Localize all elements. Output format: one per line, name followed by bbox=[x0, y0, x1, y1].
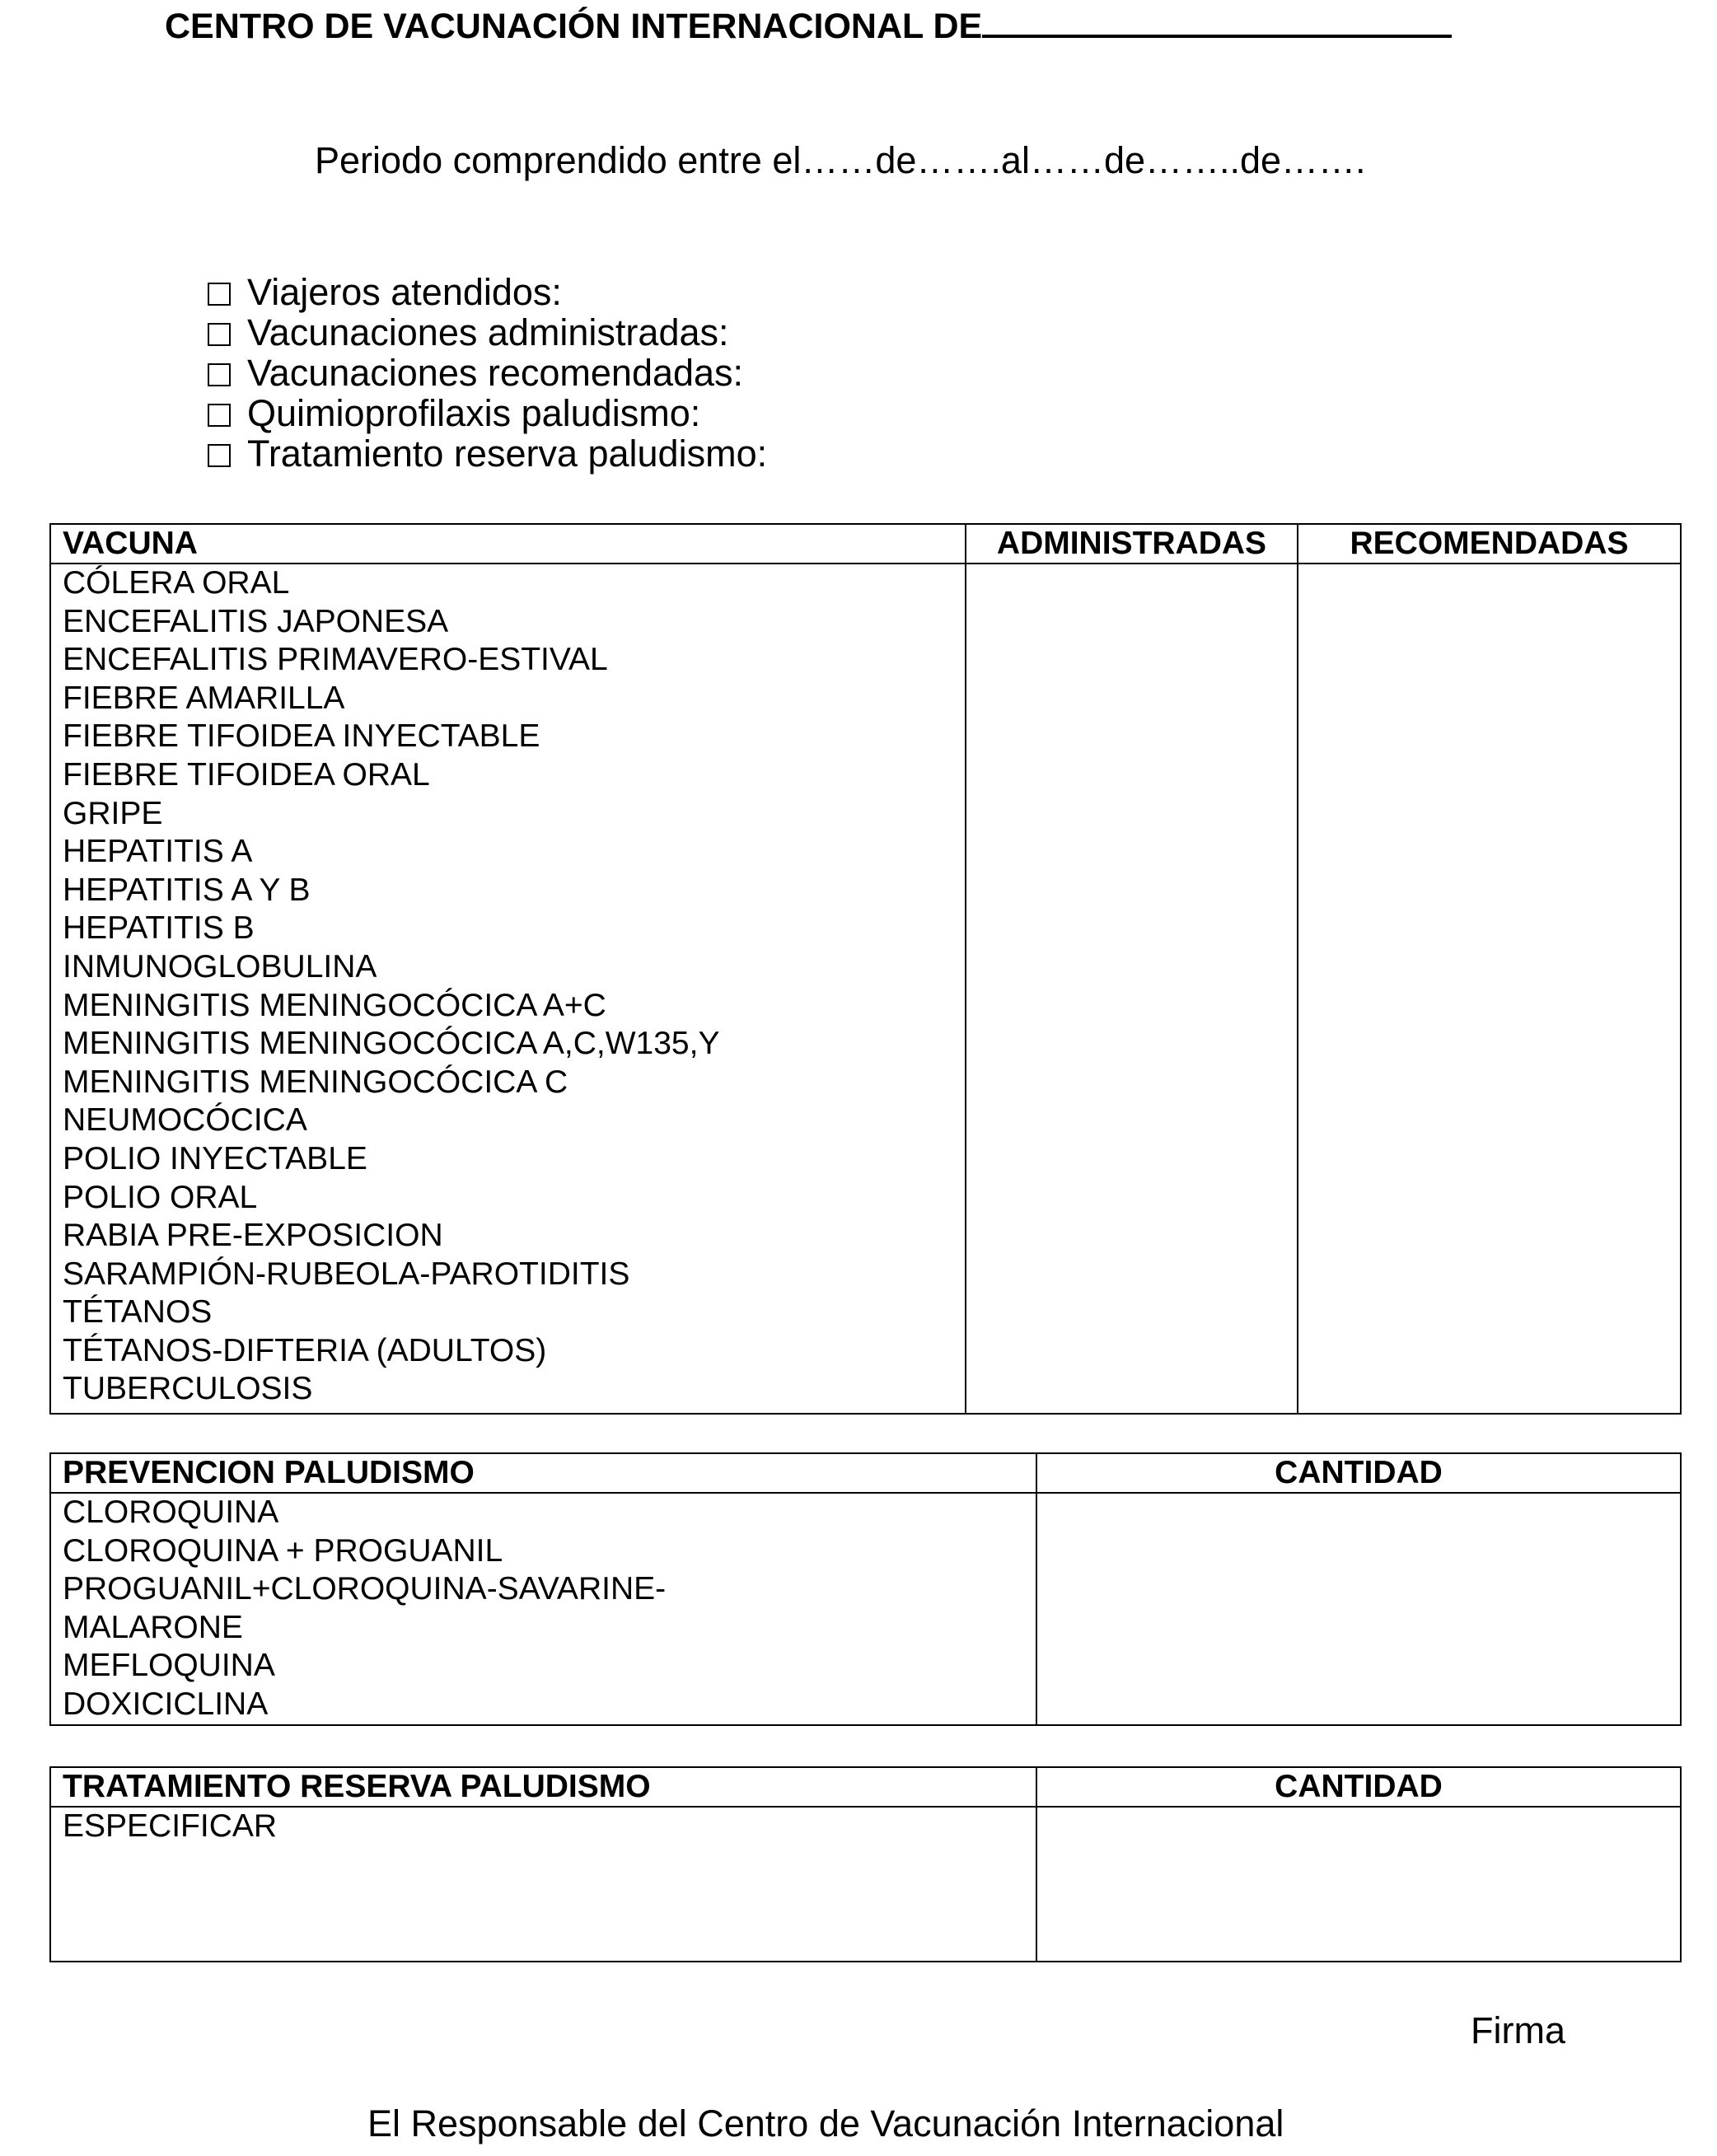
checklist-item bbox=[208, 393, 767, 433]
prevention-header: PREVENCION PALUDISMO bbox=[50, 1453, 1036, 1493]
recommended-header: RECOMENDADAS bbox=[1298, 524, 1681, 564]
list-item: ENCEFALITIS PRIMAVERO-ESTIVAL bbox=[63, 642, 608, 678]
list-item: POLIO ORAL bbox=[63, 1179, 258, 1215]
list-item: CÓLERA ORAL bbox=[63, 565, 290, 601]
checklist-label: Vacunaciones administradas: bbox=[247, 311, 729, 353]
checklist-label: Quimioprofilaxis paludismo: bbox=[247, 392, 701, 434]
quantity-header: CANTIDAD bbox=[1036, 1453, 1681, 1493]
vaccine-table bbox=[49, 523, 1682, 1415]
checklist-item bbox=[208, 353, 767, 393]
document-title bbox=[165, 2, 1452, 48]
reserve-list-cell bbox=[50, 1807, 1036, 1962]
quantity-header: CANTIDAD bbox=[1036, 1767, 1681, 1807]
responsible-label: El Responsable del Centro de Vacunación Internacional bbox=[367, 2102, 1284, 2144]
list-item: DOXICICLINA bbox=[63, 1686, 269, 1722]
checkbox[interactable] bbox=[208, 323, 231, 346]
checklist-label: Viajeros atendidos: bbox=[247, 271, 562, 313]
period-line: Periodo comprendido entre el……de…….al……de……..de……. bbox=[315, 139, 1366, 181]
list-item: FIEBRE TIFOIDEA ORAL bbox=[63, 756, 430, 793]
list-item: HEPATITIS A bbox=[63, 834, 253, 870]
checklist-label: Vacunaciones recomendadas: bbox=[247, 352, 744, 394]
list-item: MENINGITIS MENINGOCÓCICA C bbox=[63, 1064, 568, 1100]
checkbox[interactable] bbox=[208, 404, 231, 427]
malaria-prevention-table bbox=[49, 1452, 1682, 1726]
administered-entry-cell[interactable] bbox=[966, 564, 1298, 1414]
list-item: TUBERCULOSIS bbox=[63, 1371, 313, 1407]
checklist-label: Tratamiento reserva paludismo: bbox=[247, 433, 768, 475]
title-text: CENTRO DE VACUNACIÓN INTERNACIONAL DE bbox=[165, 7, 983, 46]
list-item: PROGUANIL+CLOROQUINA-SAVARINE- bbox=[63, 1571, 667, 1607]
checklist-item bbox=[208, 433, 767, 474]
list-item: INMUNOGLOBULINA bbox=[63, 948, 377, 984]
list-item: MENINGITIS MENINGOCÓCICA A+C bbox=[63, 987, 606, 1023]
malaria-reserve-table bbox=[49, 1766, 1682, 1962]
list-item: RABIA PRE-EXPOSICION bbox=[63, 1218, 443, 1254]
checklist-item bbox=[208, 272, 767, 312]
list-item: MEFLOQUINA bbox=[63, 1648, 275, 1684]
title-blank-field[interactable] bbox=[982, 2, 1452, 38]
checkbox[interactable] bbox=[208, 444, 231, 467]
list-item: CLOROQUINA + PROGUANIL bbox=[63, 1532, 503, 1569]
list-item: TÉTANOS bbox=[63, 1294, 213, 1331]
summary-checklist bbox=[208, 272, 767, 474]
reserve-header: TRATAMIENTO RESERVA PALUDISMO bbox=[50, 1767, 1036, 1807]
vaccine-header: VACUNA bbox=[50, 524, 966, 564]
administered-header: ADMINISTRADAS bbox=[966, 524, 1298, 564]
list-item: NEUMOCÓCICA bbox=[63, 1102, 307, 1139]
checkbox[interactable] bbox=[208, 363, 231, 386]
list-item: SARAMPIÓN-RUBEOLA-PAROTIDITIS bbox=[63, 1256, 630, 1292]
quantity-entry-cell[interactable] bbox=[1036, 1493, 1681, 1725]
list-item: FIEBRE AMARILLA bbox=[63, 680, 345, 716]
vaccine-list-cell bbox=[50, 564, 966, 1414]
list-item: TÉTANOS-DIFTERIA (ADULTOS) bbox=[63, 1332, 547, 1368]
checklist-item bbox=[208, 312, 767, 353]
checkbox[interactable] bbox=[208, 283, 231, 306]
list-item: ENCEFALITIS JAPONESA bbox=[63, 603, 449, 639]
recommended-entry-cell[interactable] bbox=[1298, 564, 1681, 1414]
list-item: MENINGITIS MENINGOCÓCICA A,C,W135,Y bbox=[63, 1026, 720, 1062]
quantity-entry-cell[interactable] bbox=[1036, 1807, 1681, 1962]
list-item: CLOROQUINA bbox=[63, 1494, 279, 1530]
prevention-list-cell bbox=[50, 1493, 1036, 1725]
list-item: HEPATITIS A Y B bbox=[63, 872, 311, 908]
list-item: FIEBRE TIFOIDEA INYECTABLE bbox=[63, 718, 540, 755]
list-item: GRIPE bbox=[63, 795, 163, 831]
list-item: ESPECIFICAR bbox=[63, 1808, 278, 1844]
signature-label: Firma bbox=[1471, 2009, 1565, 2051]
list-item: MALARONE bbox=[63, 1609, 243, 1645]
list-item: HEPATITIS B bbox=[63, 910, 255, 947]
list-item: POLIO INYECTABLE bbox=[63, 1140, 367, 1176]
